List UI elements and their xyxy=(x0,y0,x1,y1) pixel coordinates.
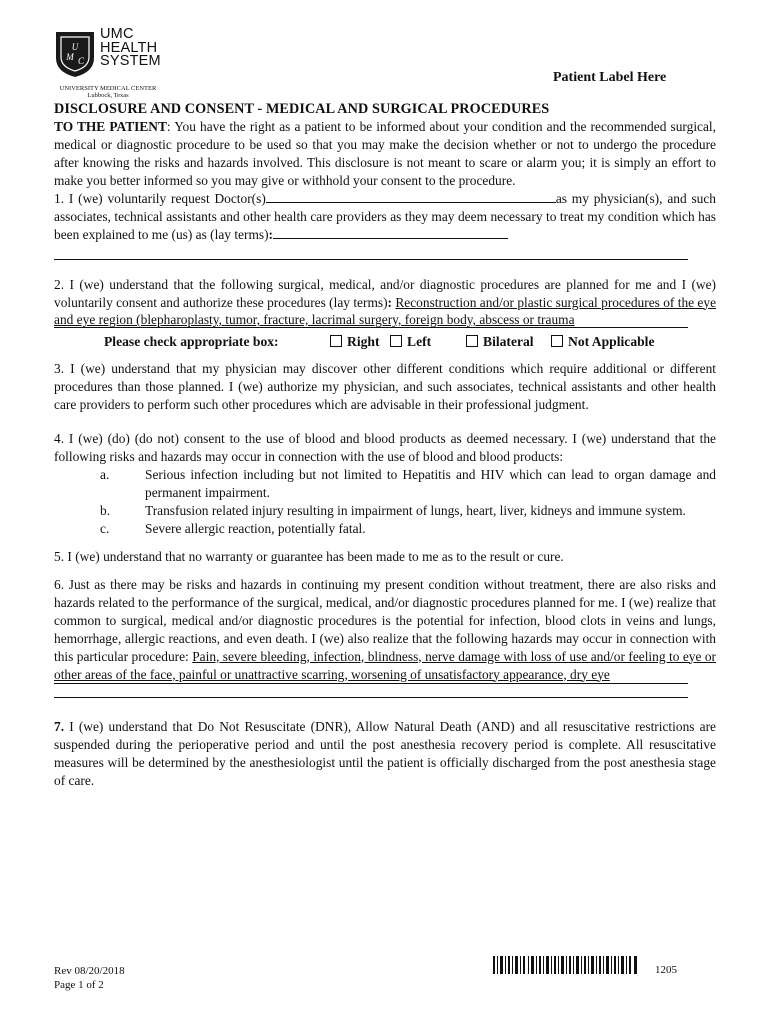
checkbox-na-label: Not Applicable xyxy=(568,333,655,349)
checkbox-bilateral[interactable] xyxy=(466,330,534,354)
risk-item xyxy=(54,520,716,538)
risk-item xyxy=(54,502,716,520)
svg-text:M: M xyxy=(66,52,74,62)
item-7 xyxy=(54,718,716,790)
intro-lead: TO THE PATIENT xyxy=(54,119,167,134)
side-checkbox-row xyxy=(54,330,716,354)
risk-letter: b. xyxy=(100,502,111,518)
org-address xyxy=(54,85,162,99)
checkbox-bilateral-label: Bilateral xyxy=(483,333,534,349)
svg-text:C: C xyxy=(77,56,85,66)
umc-seal-icon xyxy=(54,28,96,78)
item-6 xyxy=(54,576,716,684)
form-title: DISCLOSURE AND CONSENT - MEDICAL AND SURGICAL PROCEDURES xyxy=(54,101,550,117)
barcode-icon xyxy=(493,956,637,974)
item-5: 5. I (we) understand that no warranty or guarantee has been made to me as to the result or cure. xyxy=(54,548,564,564)
checkbox-icon[interactable] xyxy=(551,335,563,347)
logo-line: SYSTEM xyxy=(100,53,161,69)
item-3: 3. I (we) understand that my physician may discover other different conditions which require additional or different procedures than those planned. I (we) authorize my physician, and such associates, technical assistants and other health care providers to perform such other procedures which are advisable in their professional judgment. xyxy=(54,360,716,412)
procedure-hazards: Pain, severe bleeding, infection, blindness, nerve damage with loss of use and/or feeling to eye or other areas of the face, painful or unattractive scarring, worsening of unsatisfactory appearance, dry eye xyxy=(54,648,716,682)
checkbox-prompt: Please check appropriate box: xyxy=(104,333,279,349)
item-1-text-c: and such associates, technical assistants and other health care providers as they may deem necessary to treat my condition which has been explained to me (us) as (lay terms) xyxy=(54,191,716,242)
footer-revision xyxy=(54,964,125,992)
item-4: 4. I (we) (do) (do not) consent to the use of blood and blood products as deemed necessary. I (we) understand that the following risks and hazards may occur in connection with the use of blood and blood products: xyxy=(54,430,716,464)
patient-label-placeholder: Patient Label Here xyxy=(553,70,667,85)
form-body xyxy=(54,100,716,790)
doctor-name-field[interactable] xyxy=(266,190,556,203)
checkbox-not-applicable[interactable] xyxy=(551,330,654,354)
item-1-text-b: as my physician(s), xyxy=(555,191,663,206)
checkbox-icon[interactable] xyxy=(466,335,478,347)
svg-text:U: U xyxy=(71,42,79,52)
intro-text: : You have the right as a patient to be informed about your condition and the recommended surgical, medical or diagnostic procedure to be used so that you may make the decision whether or not to undergo the procedure after knowing the risks and hazards involved. This disclosure is not meant to scare or alarm you; it is simply an effort to make you better informed so you may give or withhold your consent to the procedure. xyxy=(54,119,716,188)
umc-logo xyxy=(54,28,174,84)
hazards-extra-line[interactable] xyxy=(54,684,688,698)
risk-letter: a. xyxy=(100,466,110,482)
planned-procedure: Reconstruction and/or plastic surgical procedures of the eye and eye region (blepharoplasty, tumor, fracture, lacrimal surgery, foreign body, abscess or trauma xyxy=(54,294,717,327)
risk-text: Transfusion related injury resulting in impairment of lungs, heart, liver, kidneys and immune system. xyxy=(145,502,686,518)
item-7-number: 7. xyxy=(54,718,65,734)
item-1-text: 1. I (we) voluntarily request Doctor(s) xyxy=(54,191,266,206)
org-location: Lubbock, Texas xyxy=(87,92,129,99)
org-name: UNIVERSITY MEDICAL CENTER xyxy=(59,85,157,92)
checkbox-right[interactable] xyxy=(330,330,379,354)
logo-line: HEALTH xyxy=(100,39,158,56)
revision-date: Rev 08/20/2018 xyxy=(54,965,125,977)
risk-letter: c. xyxy=(100,520,110,536)
checkbox-left-label: Left xyxy=(407,333,432,349)
checkbox-icon[interactable] xyxy=(330,335,342,347)
item-1 xyxy=(54,190,716,244)
risk-text: Severe allergic reaction, potentially fatal. xyxy=(145,520,366,536)
item-7-text: I (we) understand that Do Not Resuscitate (DNR), Allow Natural Death (AND) and all resuscitative restrictions are suspended during the perioperative period and until the post anesthesia recovery period is complete. All resuscitative measures will be determined by the anesthesiologist until the patient is officially discharged from the post anesthesia stage of care. xyxy=(54,718,716,788)
logo-line: UMC xyxy=(100,26,134,42)
page-number: Page 1 of 2 xyxy=(54,979,104,991)
risk-item xyxy=(54,466,716,502)
item-2-text: 2. I (we) understand that the following surgical, medical, and/or diagnostic procedures are planned for me and I (we) voluntarily consent and authorize these procedures (lay terms) xyxy=(54,277,716,310)
intro-paragraph xyxy=(54,118,716,190)
condition-lay-terms-field[interactable] xyxy=(273,226,508,239)
item-6-text: 6. Just as there may be risks and hazards in continuing my present condition without treatment, there are also risks and hazards related to the performance of the surgical, medical, and/or diagnostic procedures planned for me. I (we) realize that common to surgical, medical and/or diagnostic procedures is the potential for infection, blood clots in veins and lungs, hemorrhage, allergic reactions, and even death. I (we) also realize that the following hazards may occur in connection with this particular procedure: xyxy=(54,576,716,664)
risk-text: Serious infection including but not limited to Hepatitis and HIV which can lead to organ damage and permanent impairment. xyxy=(145,466,716,500)
item-1-colon: : xyxy=(268,227,274,242)
checkbox-icon[interactable] xyxy=(390,335,402,347)
condition-lay-terms-line[interactable] xyxy=(54,244,688,260)
item-2 xyxy=(54,276,716,329)
checkbox-left[interactable] xyxy=(390,330,431,354)
item-2-colon: : xyxy=(387,294,392,310)
checkbox-right-label: Right xyxy=(347,333,380,349)
form-number: 1205 xyxy=(655,964,677,976)
